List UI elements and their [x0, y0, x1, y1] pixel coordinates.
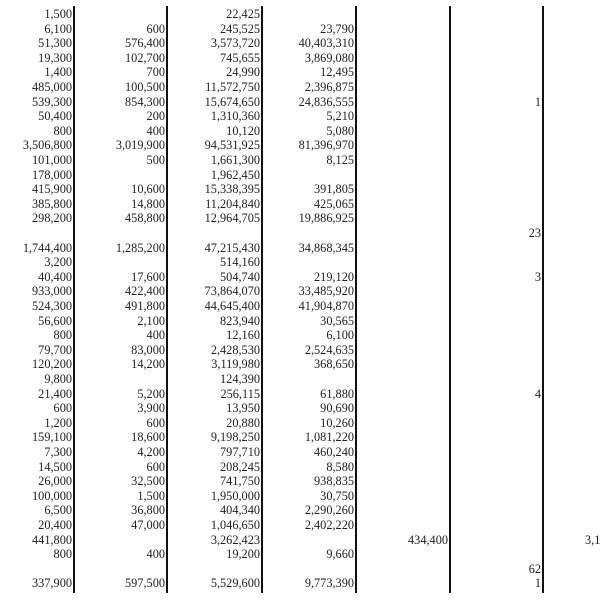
table-cell: 2,524,635: [304, 342, 354, 357]
table-cell: 11,572,750: [205, 80, 260, 94]
table-cell: 404,340: [220, 503, 260, 518]
table-cell: 47,000: [131, 518, 165, 532]
table-cell: 504,740: [220, 269, 260, 284]
table-row: [0, 314, 600, 329]
table-row: [0, 372, 600, 387]
table-cell: 208,245: [220, 459, 260, 474]
table-cell: 3,119,980: [211, 357, 260, 372]
table-cell: 6,100: [44, 21, 72, 36]
table-cell: 600: [146, 21, 165, 36]
table-row: [0, 328, 600, 343]
table-row: [0, 284, 600, 299]
table-cell: 19,200: [226, 547, 260, 562]
table-cell: 337,900: [32, 576, 72, 591]
table-cell: 124,390: [220, 372, 260, 386]
table-row: [0, 503, 600, 518]
table-row: [0, 51, 600, 66]
table-cell: 415,900: [32, 182, 72, 197]
table-cell: 44,645,400: [204, 299, 260, 313]
table-cell: 1: [534, 94, 541, 109]
table-cell: 24,990: [226, 65, 260, 80]
table-cell: 800: [53, 123, 72, 138]
table-row: [0, 197, 600, 212]
table-cell: 1,285,200: [115, 240, 165, 255]
table-cell: 4,200: [137, 445, 165, 459]
table-cell: 933,000: [32, 284, 72, 299]
table-cell: 30,565: [320, 313, 354, 328]
table-cell: 460,240: [314, 445, 354, 459]
table-row: [0, 299, 600, 314]
table-cell: 1: [534, 576, 541, 591]
table-cell: 3,200: [44, 255, 72, 270]
table-cell: 7,300: [44, 445, 72, 459]
table-cell: 741,750: [220, 474, 260, 489]
table-cell: 391,805: [314, 182, 354, 197]
table-cell: 1,962,450: [210, 167, 260, 182]
table-cell: 2,290,260: [304, 503, 354, 518]
table-cell: 3,900: [137, 401, 165, 416]
table-cell: 36,800: [131, 503, 165, 518]
table-cell: 40,403,310: [298, 36, 354, 51]
table-cell: 1,310,360: [210, 109, 260, 124]
table-cell: 100,000: [32, 488, 72, 503]
table-row: [0, 153, 600, 168]
table-row: [0, 401, 600, 416]
table-cell: 9,800: [44, 372, 72, 386]
table-cell: 14,500: [38, 459, 72, 474]
table-cell: 6,500: [44, 503, 72, 518]
table-row: [0, 124, 600, 139]
table-row: [0, 343, 600, 358]
table-cell: 6,100: [326, 328, 354, 343]
table-cell: 14,200: [131, 357, 165, 372]
table-row: [0, 168, 600, 183]
table-cell: 8,125: [326, 153, 354, 167]
table-cell: 600: [146, 459, 165, 474]
table-row: [0, 7, 600, 22]
table-cell: 40,400: [38, 269, 72, 284]
table-cell: 600: [53, 401, 72, 416]
table-cell: 5,080: [326, 123, 354, 138]
table-cell: 458,800: [125, 211, 165, 226]
table-cell: 245,525: [220, 21, 260, 36]
table-cell: 32,500: [131, 474, 165, 489]
table-cell: 120,200: [32, 357, 72, 372]
table-cell: 2,396,875: [304, 80, 354, 94]
table-cell: 491,800: [125, 299, 165, 313]
table-cell: 21,400: [38, 386, 72, 401]
table-cell: 600: [146, 415, 165, 430]
table-cell: 4: [534, 386, 541, 401]
table-row: [0, 241, 600, 256]
table-cell: 61,880: [320, 386, 354, 401]
table-cell: 3,573,720: [210, 36, 260, 51]
table-cell: 854,300: [125, 94, 165, 109]
table-cell: 1,744,400: [22, 240, 72, 255]
table-cell: 10,120: [226, 123, 260, 138]
table-cell: 1,400: [44, 65, 72, 80]
table-row: [0, 65, 600, 80]
table-cell: 19,300: [38, 50, 72, 65]
table-cell: 51,300: [38, 36, 72, 51]
table-cell: 5,200: [137, 386, 165, 401]
table-row: [0, 547, 600, 562]
table-row: [0, 416, 600, 431]
table-cell: 576,400: [125, 36, 165, 51]
table-cell: 13,950: [226, 401, 260, 416]
table-cell: 5,210: [326, 109, 354, 124]
table-cell: 19,886,925: [298, 211, 354, 226]
table-cell: 26,000: [38, 474, 72, 489]
table-cell: 15,674,650: [204, 94, 260, 109]
table-cell: 9,660: [326, 547, 354, 562]
table-cell: 938,835: [314, 474, 354, 489]
table-cell: 422,400: [125, 284, 165, 299]
table-cell: 33,485,920: [298, 284, 354, 299]
table-cell: 101,000: [32, 153, 72, 167]
table-row: [0, 489, 600, 504]
table-cell: 50,400: [38, 109, 72, 124]
table-cell: 1,046,650: [210, 518, 260, 532]
table-cell: 9,773,390: [304, 576, 354, 591]
table-cell: 73,864,070: [204, 284, 260, 299]
table-row: [0, 226, 600, 241]
table-row: [0, 138, 600, 153]
table-cell: 400: [146, 328, 165, 343]
table-cell: 219,120: [314, 269, 354, 284]
table-cell: 441,800: [32, 532, 72, 547]
table-cell: 47,215,430: [204, 240, 260, 255]
table-row: [0, 357, 600, 372]
table-cell: 1,661,300: [210, 153, 260, 167]
table-cell: 24,836,555: [298, 94, 354, 109]
table-row: [0, 474, 600, 489]
table-cell: 56,600: [38, 313, 72, 328]
table-row: [0, 36, 600, 51]
table-cell: 797,710: [220, 445, 260, 459]
table-row: [0, 533, 600, 548]
table-cell: 400: [146, 547, 165, 562]
table-cell: 94,531,925: [204, 138, 260, 153]
table-cell: 3,262,423: [210, 532, 260, 547]
table-cell: 425,065: [314, 196, 354, 211]
table-cell: 514,160: [220, 255, 260, 270]
table-cell: 1,500: [44, 7, 72, 21]
table-cell: 22,425: [226, 7, 260, 21]
table-cell: 20,400: [38, 518, 72, 532]
table-cell: 1,500: [137, 488, 165, 503]
table-row: [0, 80, 600, 95]
table-row: [0, 270, 600, 285]
table-row: [0, 109, 600, 124]
table-cell: 745,655: [220, 50, 260, 65]
table-cell: 485,000: [32, 80, 72, 94]
table-cell: 1,200: [44, 415, 72, 430]
table-cell: 34,868,345: [298, 240, 354, 255]
table-cell: 3,869,080: [304, 50, 354, 65]
table-cell: 256,115: [220, 386, 260, 401]
table-cell: 10,260: [320, 415, 354, 430]
table-row: [0, 182, 600, 197]
table-cell: 700: [146, 65, 165, 80]
table-row: [0, 445, 600, 460]
table-cell: 597,500: [125, 576, 165, 591]
table-cell: 159,100: [32, 430, 72, 445]
table-cell: 3,1: [585, 532, 600, 547]
table-cell: 524,300: [32, 299, 72, 313]
table-cell: 2,100: [137, 313, 165, 328]
table-cell: 5,529,600: [210, 576, 260, 591]
table-cell: 3: [534, 269, 541, 284]
table-cell: 823,940: [220, 313, 260, 328]
table-cell: 83,000: [131, 342, 165, 357]
table-cell: 1,081,220: [304, 430, 354, 445]
table-row: [0, 211, 600, 226]
table-row: [0, 387, 600, 402]
table-cell: 11,204,840: [205, 196, 260, 211]
table-cell: 2,428,530: [210, 342, 260, 357]
table-cell: 500: [146, 153, 165, 167]
table-cell: 2,402,220: [304, 518, 354, 532]
table-cell: 800: [53, 547, 72, 562]
table-cell: 178,000: [32, 167, 72, 182]
table-cell: 100,500: [125, 80, 165, 94]
table-cell: 400: [146, 123, 165, 138]
table-row: [0, 95, 600, 110]
table-row: [0, 430, 600, 445]
table-cell: 81,396,970: [298, 138, 354, 153]
table-row: [0, 255, 600, 270]
table-cell: 14,800: [131, 196, 165, 211]
table-cell: 41,904,870: [298, 299, 354, 313]
table-cell: 8,580: [326, 459, 354, 474]
table-cell: 3,019,900: [115, 138, 165, 153]
table-cell: 17,600: [131, 269, 165, 284]
table-cell: 368,650: [314, 357, 354, 372]
table-cell: 23: [528, 226, 541, 240]
table-cell: 62: [528, 561, 541, 576]
table-row: [0, 576, 600, 591]
table-cell: 90,690: [320, 401, 354, 416]
table-cell: 385,800: [32, 196, 72, 211]
table-cell: 12,160: [226, 328, 260, 343]
table-row: [0, 562, 600, 577]
table-cell: 15,338,395: [204, 182, 260, 197]
table-cell: 9,198,250: [210, 430, 260, 445]
table-row: [0, 22, 600, 37]
table-cell: 23,790: [320, 21, 354, 36]
table-cell: 102,700: [125, 50, 165, 65]
table-cell: 298,200: [32, 211, 72, 226]
table-cell: 18,600: [131, 430, 165, 445]
table-cell: 200: [146, 109, 165, 124]
table-cell: 30,750: [320, 488, 354, 503]
table-cell: 1,950,000: [210, 488, 260, 503]
table-cell: 10,600: [131, 182, 165, 197]
table-cell: 79,700: [38, 342, 72, 357]
table-cell: 12,964,705: [204, 211, 260, 226]
table-cell: 20,880: [226, 415, 260, 430]
table-cell: 3,506,800: [22, 138, 72, 153]
table-row: [0, 460, 600, 475]
table-cell: 539,300: [32, 94, 72, 109]
table-cell: 800: [53, 328, 72, 343]
table-cell: 12,495: [320, 65, 354, 80]
table-cell: 434,400: [408, 532, 448, 547]
table-row: [0, 518, 600, 533]
